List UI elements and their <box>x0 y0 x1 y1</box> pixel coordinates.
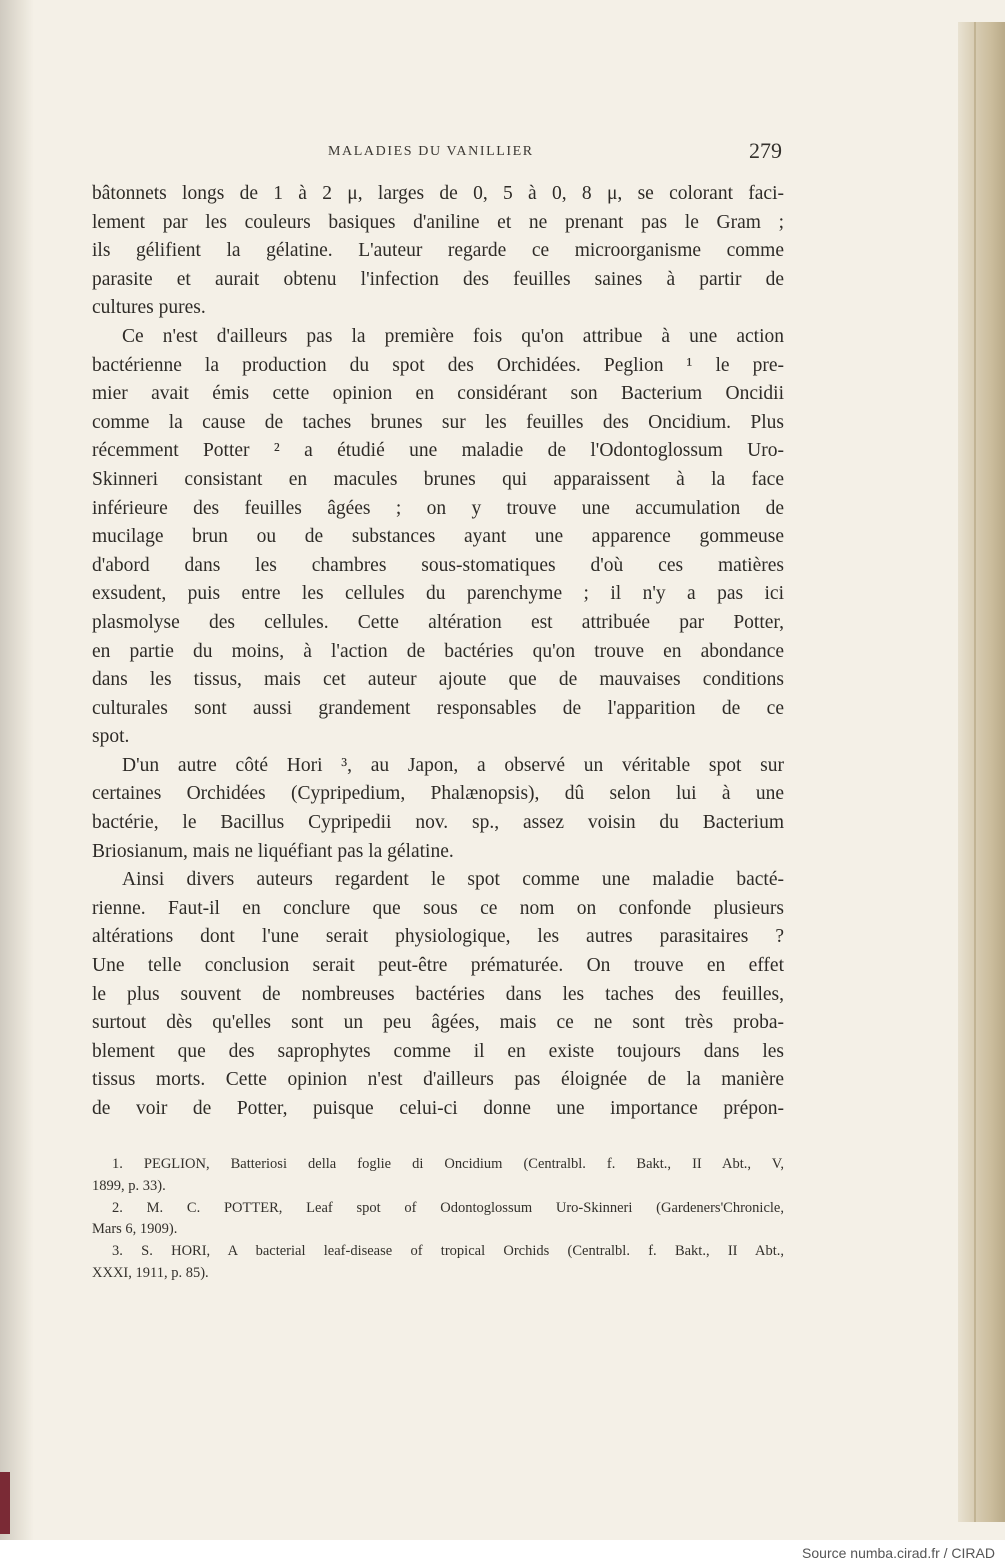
text-line: ils gélifient la gélatine. L'auteur regarde ce microorganisme comme <box>92 240 784 262</box>
text-line: Ainsi divers auteurs regardent le spot comme une maladie bacté- <box>122 869 784 891</box>
page-right-edge <box>958 22 1005 1522</box>
text-line: surtout dès qu'elles sont un peu âgées, mais ce ne sont très proba- <box>92 1012 784 1034</box>
text-line: parasite et aurait obtenu l'infection des feuilles saines à partir de <box>92 268 784 290</box>
text-line: dans les tissus, mais cet auteur ajoute que de mauvaises conditions <box>92 669 784 691</box>
text-line: bâtonnets longs de 1 à 2 μ, larges de 0, 5 à 0, 8 μ, se colorant faci- <box>92 183 784 204</box>
source-bar <box>0 1540 1005 1566</box>
text-line: certaines Orchidées (Cypripedium, Phalænopsis), dû selon lui à une <box>92 783 784 805</box>
footnote-line: 1. PEGLION, Batteriosi della foglie di Oncidium (Centralbl. f. Bakt., II Abt., V, <box>112 1156 784 1172</box>
source-credit: Source numba.cirad.fr / CIRAD <box>802 1545 995 1561</box>
body-text <box>92 180 784 1124</box>
text-line: de voir de Potter, puisque celui-ci donne une importance prépon- <box>92 1098 784 1119</box>
binding-spine-mark <box>0 1472 10 1534</box>
text-line: plasmolyse des cellules. Cette altération est attribuée par Potter, <box>92 611 784 633</box>
page-left-shadow <box>0 0 34 1540</box>
footnote-line: XXXI, 1911, p. 85). <box>92 1264 209 1281</box>
text-line: en partie du moins, à l'action de bactéries qu'on trouve en abondance <box>92 640 784 662</box>
text-line: récemment Potter ² a étudié une maladie de l'Odontoglossum Uro- <box>92 440 784 462</box>
text-line: Ce n'est d'ailleurs pas la première fois qu'on attribue à une action <box>122 325 784 347</box>
text-line: Skinneri consistant en macules brunes qui apparaissent à la face <box>92 468 784 490</box>
text-line: Une telle conclusion serait peut-être prématurée. On trouve en effet <box>92 955 784 977</box>
text-line: d'abord dans les chambres sous-stomatiques d'où ces matières <box>92 554 784 576</box>
footnote-line: Mars 6, 1909). <box>92 1221 178 1238</box>
footnote-line: 1899, p. 33). <box>92 1177 166 1194</box>
text-line: culturales sont aussi grandement responsables de l'apparition de ce <box>92 697 784 719</box>
page-number: 279 <box>749 138 782 163</box>
text-line: exsudent, puis entre les cellules du parenchyme ; il n'y a pas ici <box>92 583 784 605</box>
footnote-line: 3. S. HORI, A bacterial leaf-disease of tropical Orchids (Centralbl. f. Bakt., II Abt., <box>112 1243 784 1260</box>
text-line: spot. <box>92 726 130 748</box>
text-line: mier avait émis cette opinion en considérant son Bacterium Oncidii <box>92 383 784 405</box>
text-line: bactérie, le Bacillus Cypripedii nov. sp., assez voisin du Bacterium <box>92 812 784 834</box>
text-line: comme la cause de taches brunes sur les feuilles des Oncidium. Plus <box>92 411 784 433</box>
running-head <box>92 138 784 168</box>
text-line: altérations dont l'une serait physiologique, les autres parasitaires ? <box>92 926 784 948</box>
running-head-title: MALADIES DU VANILLIER <box>328 144 534 159</box>
text-line: inférieure des feuilles âgées ; on y trouve une accumulation de <box>92 497 784 519</box>
text-line: rienne. Faut-il en conclure que sous ce nom on confonde plusieurs <box>92 897 784 919</box>
text-line: bactérienne la production du spot des Orchidées. Peglion ¹ le pre- <box>92 354 784 376</box>
text-line: cultures pures. <box>92 297 206 319</box>
text-line: mucilage brun ou de substances ayant une apparence gommeuse <box>92 526 784 548</box>
footnotes <box>92 1154 784 1285</box>
text-line: lement par les couleurs basiques d'aniline et ne prenant pas le Gram ; <box>92 211 784 233</box>
text-line: le plus souvent de nombreuses bactéries dans les taches des feuilles, <box>92 983 784 1005</box>
text-line: Briosianum, mais ne liquéfiant pas la gélatine. <box>92 840 454 862</box>
text-line: tissus morts. Cette opinion n'est d'ailleurs pas éloignée de la manière <box>92 1069 784 1091</box>
text-line: blement que des saprophytes comme il en existe toujours dans les <box>92 1040 784 1062</box>
footnote-line: 2. M. C. POTTER, Leaf spot of Odontoglossum Uro-Skinneri (Gardeners'Chronicle, <box>112 1199 784 1216</box>
text-line: D'un autre côté Hori ³, au Japon, a observé un véritable spot sur <box>122 754 784 776</box>
